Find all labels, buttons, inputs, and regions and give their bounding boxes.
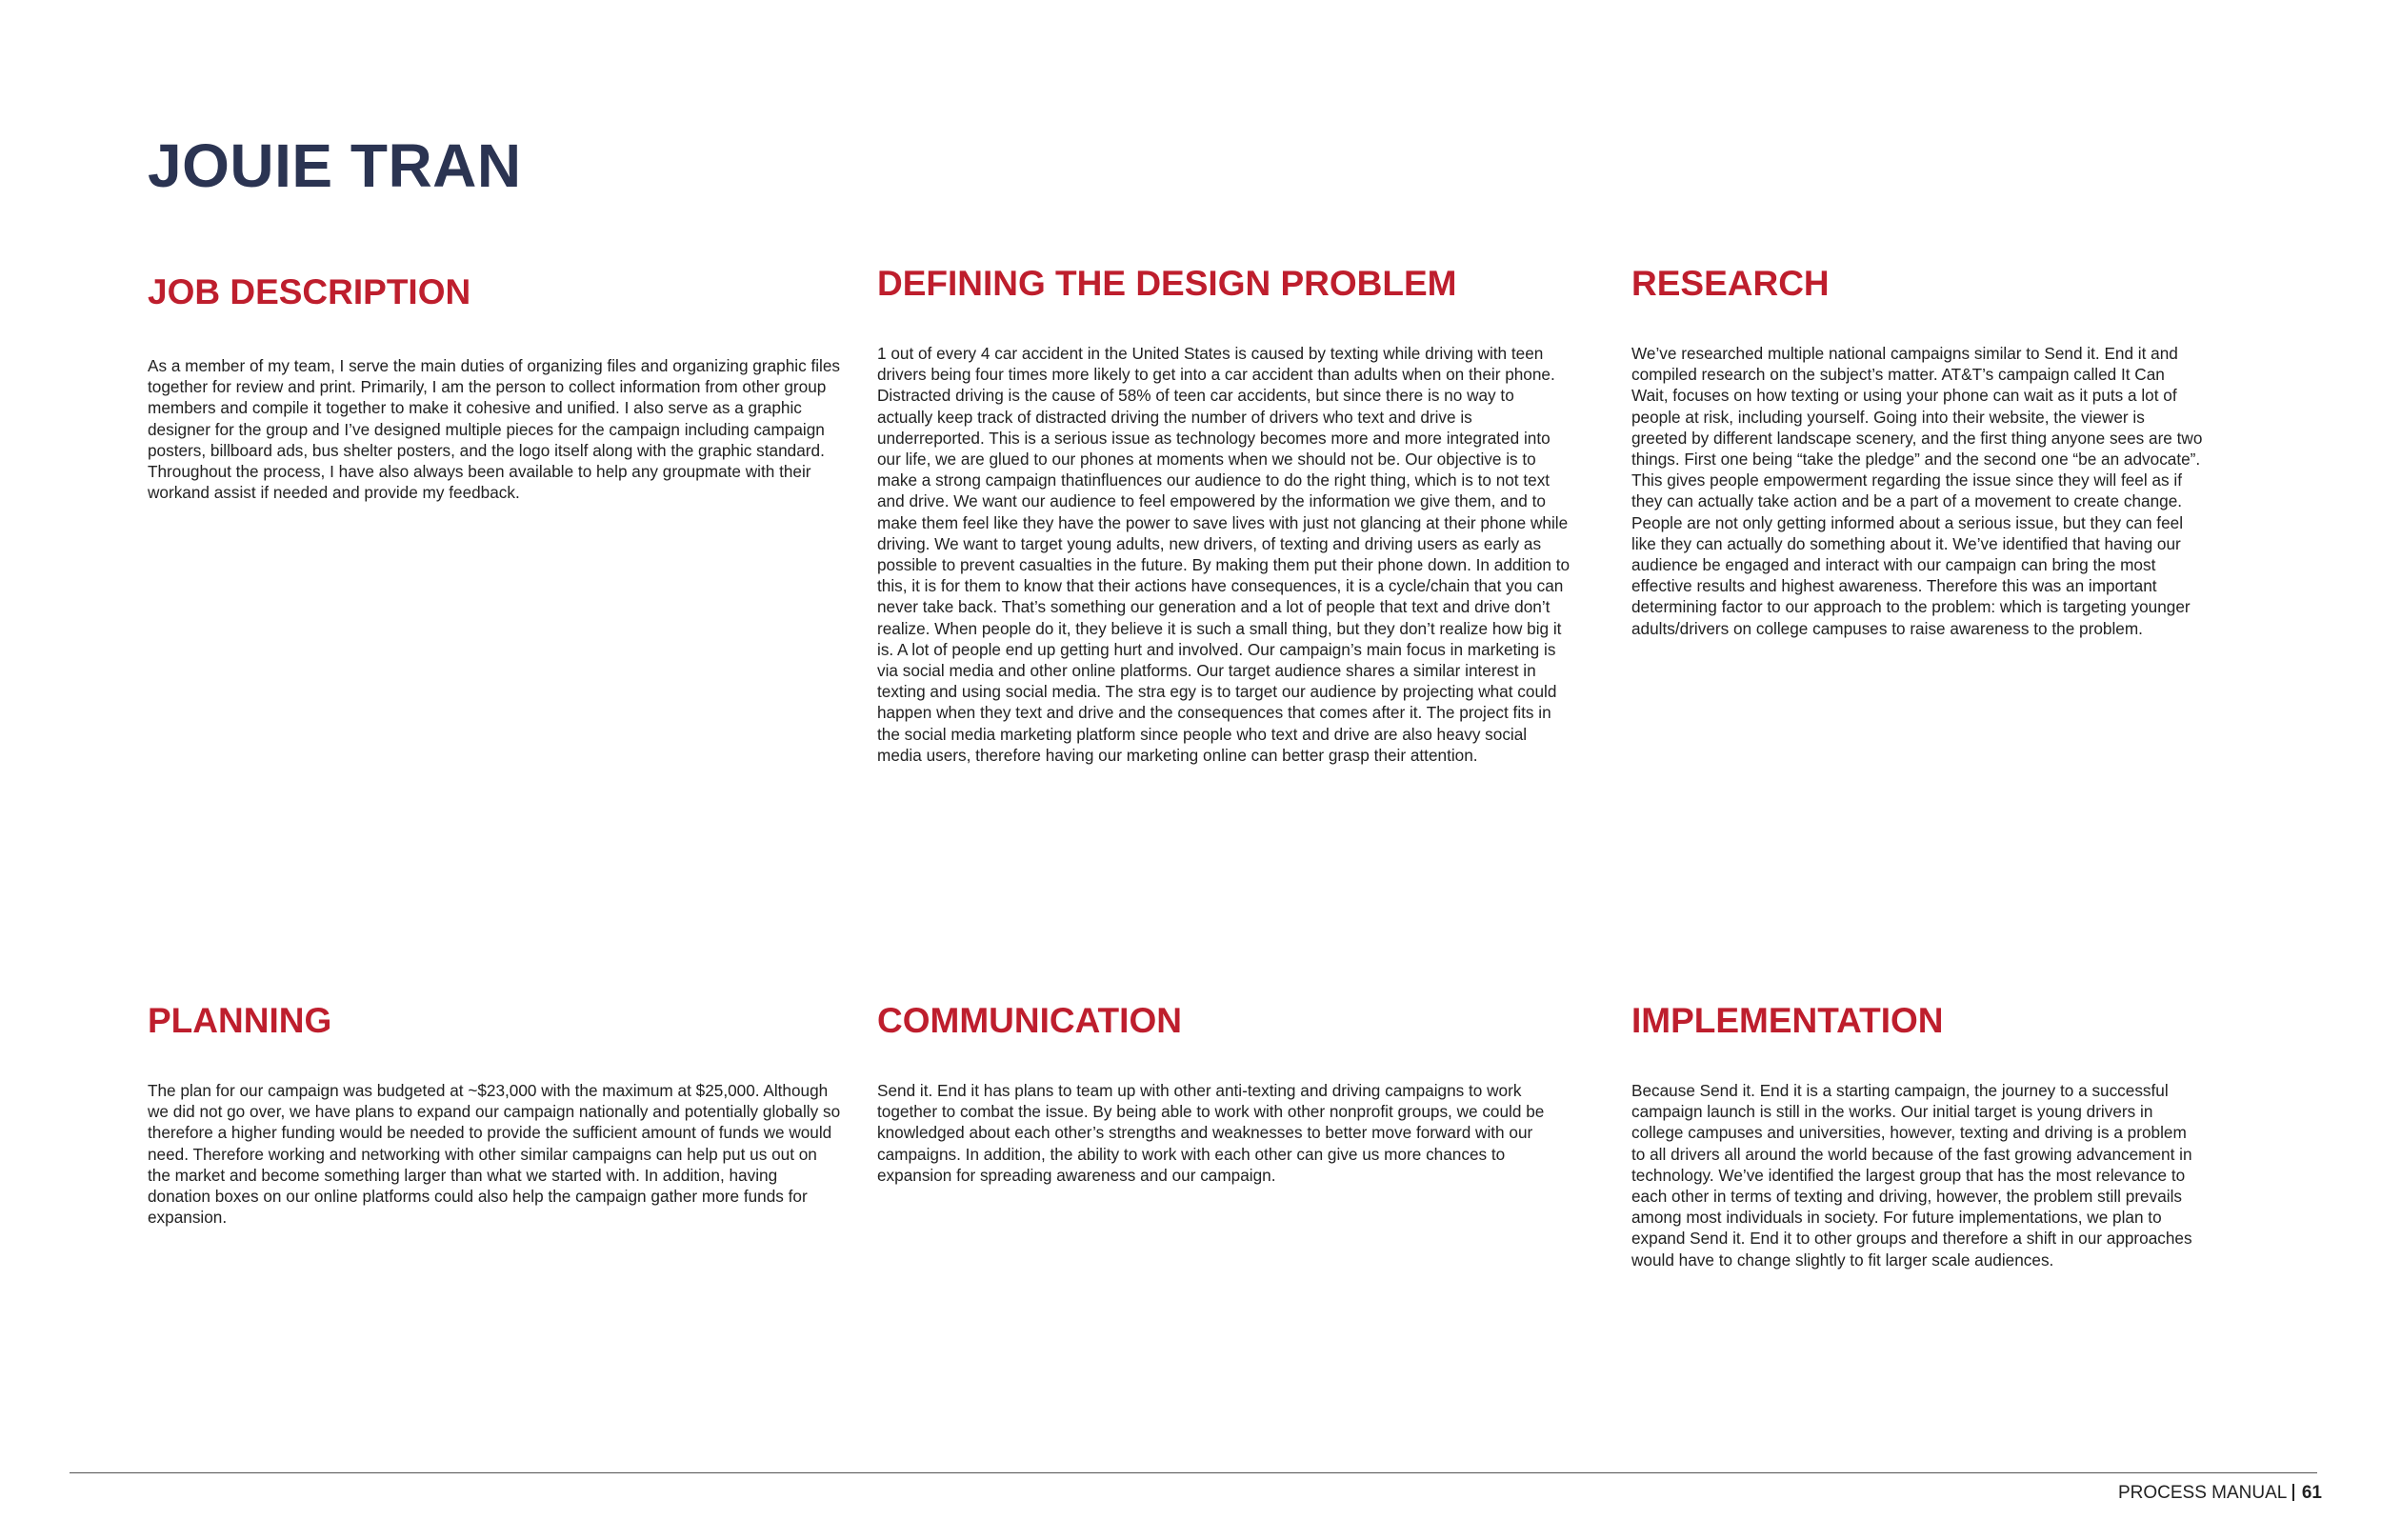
defining-problem-heading: DEFINING THE DESIGN PROBLEM	[877, 264, 1457, 303]
footer-label: PROCESS MANUAL	[2117, 1483, 2288, 1503]
defining-problem-section	[877, 266, 1572, 766]
research-section	[1631, 266, 2203, 639]
job-description-body: As a member of my team, I serve the main duties of organizing files and organizing graphic files together for review and print. Primarily, I am the person to collect information from other group members and compile it together to make it cohesive and unified. I also serve as a graphic designer for the group and I’ve designed multiple pieces for the campaign including campaign posters, billboard ads, bus shelter posters, and the logo itself along with the graphic standard. Throughout the process, I have also always been available to help any groupmate with their workand assist if needed and provide my feedback.	[148, 356, 841, 503]
page-footer	[2118, 1484, 2322, 1502]
implementation-heading: IMPLEMENTATION	[1631, 1001, 1944, 1040]
communication-heading: COMMUNICATION	[877, 1001, 1182, 1040]
communication-body: Send it. End it has plans to team up with other anti-texting and driving campaigns to work together to combat the issue. By being able to work with other nonprofit groups, we could be knowledged about each other’s strengths and weaknesses to better move forward with our campaigns. In addition, the ability to work with each other can give us more chances to expansion for spreading awareness and our campaign.	[877, 1081, 1545, 1185]
planning-body: The plan for our campaign was budgeted at ~$23,000 with the maximum at $25,000. Although we did not go over, we have plans to expand our campaign nationally and potentially globally so therefore a higher funding would be needed to provide the sufficient amount of funds we would need. Therefore working and networking with other similar campaigns can help put us out on the market and become something larger than what we started with. In addition, having donation boxes on our online platforms could also help the campaign gather more funds for expansion.	[148, 1081, 841, 1228]
implementation-section	[1631, 1003, 2203, 1270]
footer-separator	[2292, 1484, 2294, 1501]
page-number: 61	[2301, 1483, 2322, 1503]
page-title: JOUIE TRAN	[148, 131, 522, 200]
communication-section	[877, 1003, 1572, 1186]
research-body: We’ve researched multiple national campaigns similar to Send it. End it and compiled research on the subject’s matter. AT&T’s campaign called It Can Wait, focuses on how texting or using your phone can wait as it puts a lot of people at risk, including yourself. Going into their website, the viewer is greeted by different landscape scenery, and the first thing anyone sees are two things. First one being “take the pledge” and the second one “be an advocate”. This gives people empowerment regarding the issue since they will feel as if they can actually take action and be a part of a movement to create change. People are not only getting informed about a serious issue, but they can feel like they can actually do something about it. We’ve identified that having our audience be engaged and interact with our campaign can bring the most effective results and highest awareness. Therefore this was an important determining factor to our approach to the problem: which is targeting younger adults/drivers on college campuses to raise awareness to the problem.	[1631, 344, 2203, 638]
job-description-heading: JOB DESCRIPTION	[148, 272, 471, 311]
footer-divider	[70, 1472, 2317, 1473]
planning-section	[148, 1003, 843, 1228]
implementation-body: Because Send it. End it is a starting campaign, the journey to a successful campaign launch is still in the works. Our initial target is young drivers in college campuses and universities, however, texting and driving is a problem to all drivers all around the world because of the fast growing advancement in technology. We’ve identified the largest group that has the most relevance to each other in terms of texting and driving, however, the problem still prevails among most individuals in society. For future implementations, we plan to expand Send it. End it to other groups and therefore a shift in our approaches would have to change slightly to fit larger scale audiences.	[1631, 1081, 2192, 1270]
research-heading: RESEARCH	[1631, 264, 1830, 303]
job-description-section	[148, 274, 843, 503]
planning-heading: PLANNING	[148, 1001, 332, 1040]
defining-problem-body: 1 out of every 4 car accident in the United States is caused by texting while driving with teen drivers being four times more likely to get into a car accident than adults when on their phone. Distracted driving is the cause of 58% of teen car accidents, but since there is no way to actually keep track of distracted driving the number of drivers who text and drive is underreported. This is a serious issue as technology becomes more and more integrated into our life, we are glued to our phones at moments when we should not be. Our objective is to make a strong campaign thatinfluences our audience to do the right thing, which is to not text and drive. We want our audience to feel empowered by the information we give them, and to make them feel like they have the power to save lives with just not glancing at their phone while driving. We want to target young adults, new drivers, of texting and driving users as early as possible to prevent casualties in the future. By making them put their phone down. In addition to this, it is for them to know that their actions have consequences, it is a cycle/chain that you can never take back. That’s something our generation and a lot of people that text and drive don’t realize. When people do it, they believe it is such a small thing, but they don’t realize how big it is. A lot of people end up getting hurt and involved. Our campaign’s main focus in marketing is via social media and other online platforms. Our target audience shares a similar interest in texting and using social media. The stra egy is to target our audience by projecting what could happen when they text and drive and the consequences that comes after it. The project fits in the social media marketing platform since people who text and drive are also heavy social media users, therefore having our marketing online can better grasp their attention.	[877, 344, 1571, 765]
